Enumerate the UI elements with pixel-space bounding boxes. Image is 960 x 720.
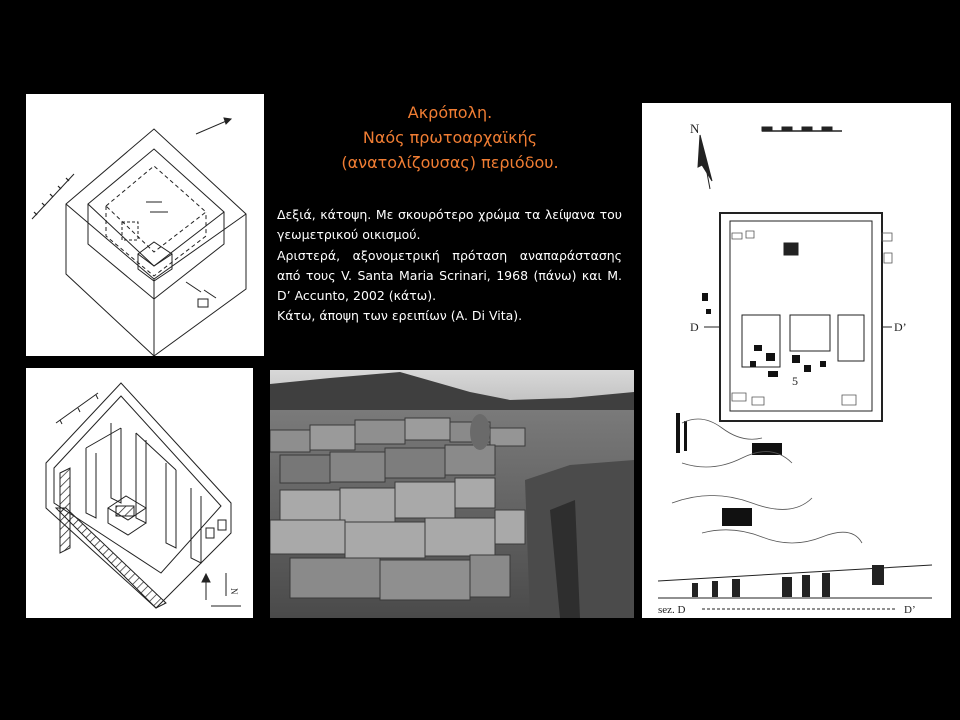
axonometric-drawing-bottom [26,368,253,618]
slide-title [290,100,610,175]
plan-section-label-right: D’ [894,320,907,334]
title-line-2: Ναός πρωτοαρχαϊκής [362,128,538,147]
axo-north-label: N [229,588,239,595]
caption-paragraph-1: Δεξιά, κάτοψη. Με σκουρότερο χρώμα τα λείψανα του γεωμετρικού οικισμού. [277,207,622,243]
site-plan-drawing [642,103,951,618]
caption-paragraph-3: Κάτω, άποψη των ερειπίων (A. Di Vita). [277,308,523,324]
section-label-left: sez. D [658,604,686,616]
caption-paragraph-2: Αριστερά, αξονομετρική πρόταση αναπαράστασης από τους V. Santa Maria Scrinari, 1968 (πάνω) και M. D’ Accunto, 2002 (κάτω). [277,247,622,304]
plan-section-label-left: D [690,320,699,334]
plan-north-label: N [690,121,700,136]
plan-room-number: 5 [792,374,798,388]
title-line-1: Ακρόπολη. [407,103,493,122]
title-line-3: (ανατολίζουσας) περιόδου. [341,153,559,172]
section-label-right: D’ [904,604,916,616]
ruins-photograph [270,370,634,618]
axonometric-drawing-top [26,94,264,356]
caption-text [277,205,622,327]
